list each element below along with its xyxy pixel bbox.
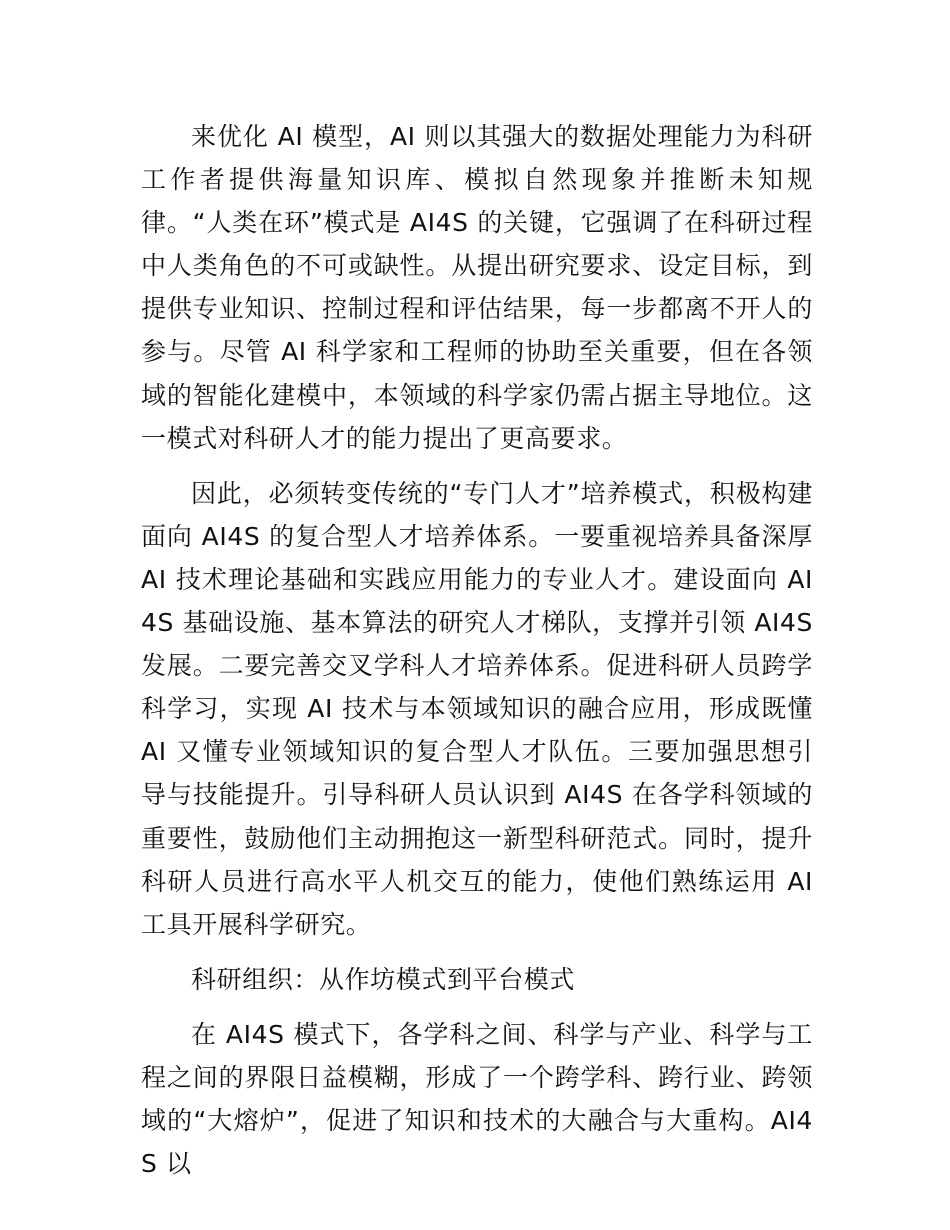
paragraph-talent-training: 因此，必须转变传统的“专门人才”培养模式，积极构建面向 AI4S 的复合型人才培养体系。一要重视培养具备深厚 AI 技术理论基础和实践应用能力的专业人才。建设面向 AI4S 基础设施、基本算法的研究人才梯队，支撑并引领 AI4S 发展。二要完善交叉学科人才培养体系。促进科研人员跨学科学习，实现 AI 技术与本领域知识的融合应用，形成既懂 AI 又懂专业领域知识的复合型人才队伍。三要加强思想引导与技能提升。引导科研人员认识到 AI4S 在各学科领域的重要性，鼓励他们主动拥抱这一新型科研范式。同时，提升科研人员进行高水平人机交互的能力，使他们熟练运用 AI 工具开展科学研究。 — [141, 478, 813, 939]
body-text — [141, 115, 813, 1185]
paragraph-human-in-loop: 来优化 AI 模型，AI 则以其强大的数据处理能力为科研工作者提供海量知识库、模拟自然现象并推断未知规律。“人类在环”模式是 AI4S 的关键，它强调了在科研过程中人类角色的不可或缺性。从提出研究要求、设定目标，到提供专业知识、控制过程和评估结果，每一步都离不开人的参与。尽管 AI 科学家和工程师的协助至关重要，但在各领域的智能化建模中，本领域的科学家仍需占据主导地位。这一模式对科研人才的能力提出了更高要求。 — [141, 122, 813, 453]
paragraph-ai4s-mode: 在 AI4S 模式下，各学科之间、科学与产业、科学与工程之间的界限日益模糊，形成了一个跨学科、跨行业、跨领域的“大熔炉”，促进了知识和技术的大融合与大重构。AI4S 以 — [141, 1019, 813, 1179]
section-heading: 科研组织：从作坊模式到平台模式 — [191, 964, 576, 994]
